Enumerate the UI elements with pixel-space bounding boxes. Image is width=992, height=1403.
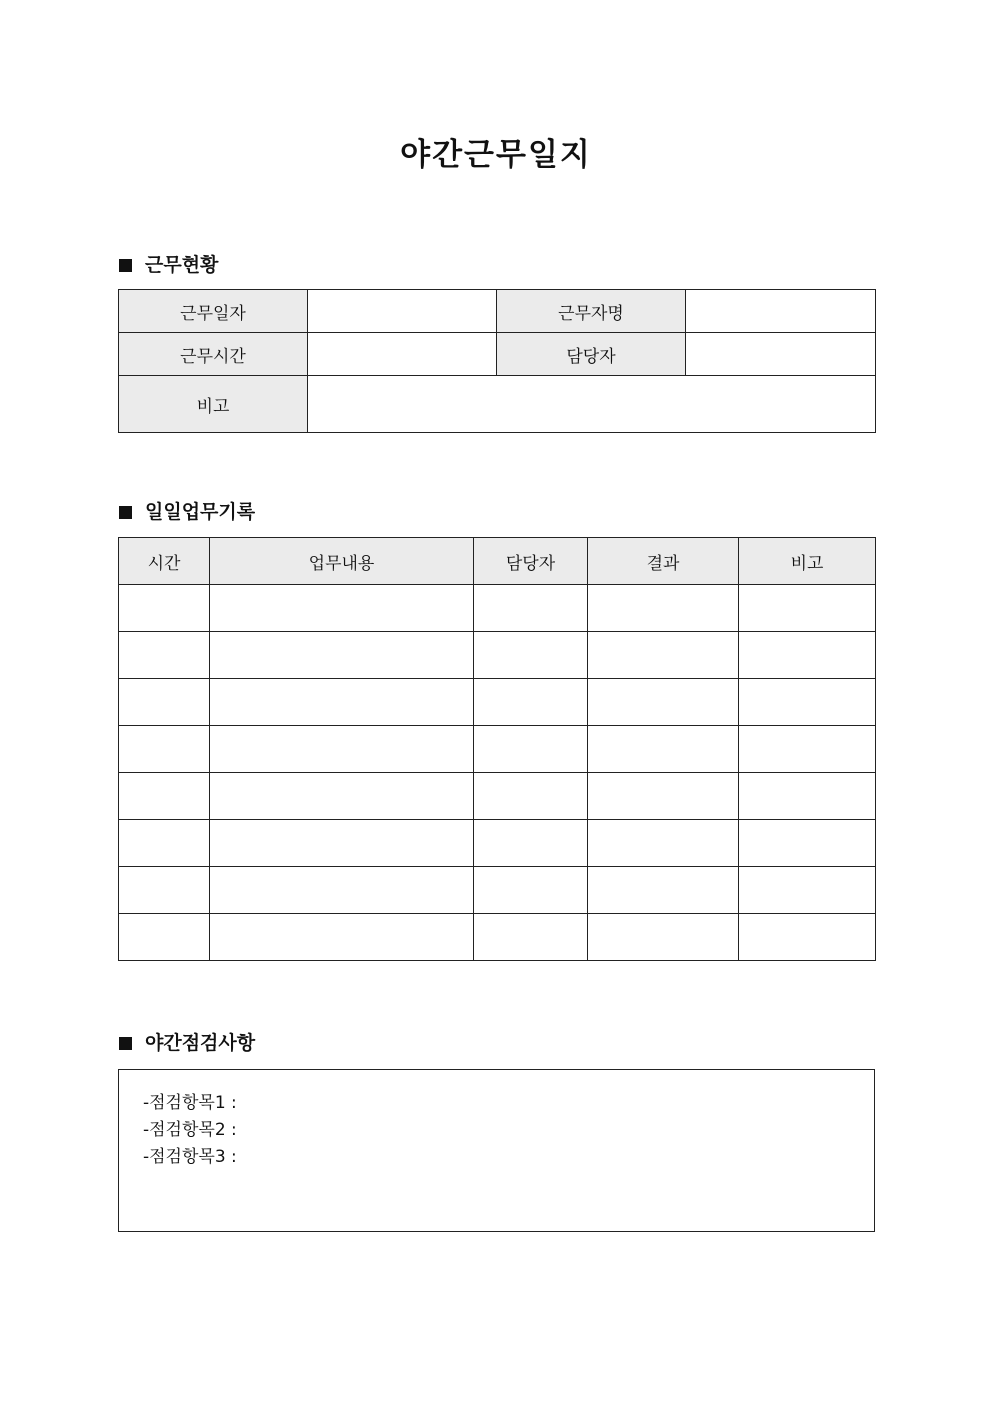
table-row [119,679,876,726]
column-header-result: 결과 [588,538,739,585]
table-row [119,820,876,867]
section-heading-label: 근무현황 [145,254,219,276]
section-heading-work-status [119,253,218,277]
table-cell[interactable] [474,773,588,820]
table-row [119,376,876,433]
table-cell[interactable] [739,914,876,961]
daily-work-log-table [118,537,876,961]
remarks-field[interactable] [308,376,876,433]
table-cell[interactable] [588,820,739,867]
work-status-table [118,289,876,433]
table-cell[interactable] [210,867,474,914]
table-cell[interactable] [119,679,210,726]
table-cell[interactable] [119,867,210,914]
table-cell[interactable] [210,773,474,820]
table-cell[interactable] [474,820,588,867]
table-cell[interactable] [474,867,588,914]
table-cell[interactable] [739,867,876,914]
column-header-assignee: 담당자 [474,538,588,585]
table-cell[interactable] [119,914,210,961]
remarks-label: 비고 [119,376,308,433]
table-row [119,290,876,333]
table-row [119,914,876,961]
work-date-label: 근무일자 [119,290,308,333]
work-time-label: 근무시간 [119,333,308,376]
table-cell[interactable] [588,585,739,632]
table-cell[interactable] [588,632,739,679]
column-header-remarks: 비고 [739,538,876,585]
table-cell[interactable] [739,585,876,632]
square-bullet-icon [119,506,132,519]
table-cell[interactable] [210,585,474,632]
table-row [119,632,876,679]
table-cell[interactable] [739,726,876,773]
table-row [119,867,876,914]
worker-name-label: 근무자명 [497,290,686,333]
table-cell[interactable] [119,773,210,820]
column-header-time: 시간 [119,538,210,585]
section-heading-night-inspection [119,1031,255,1055]
inspection-items-box[interactable] [118,1069,875,1232]
table-cell[interactable] [119,726,210,773]
table-cell[interactable] [210,820,474,867]
person-in-charge-field[interactable] [686,333,876,376]
table-cell[interactable] [474,585,588,632]
table-cell[interactable] [474,914,588,961]
table-cell[interactable] [119,632,210,679]
table-row [119,773,876,820]
table-cell[interactable] [210,914,474,961]
table-cell[interactable] [588,726,739,773]
table-cell[interactable] [739,820,876,867]
section-heading-daily-log [119,500,255,524]
square-bullet-icon [119,1037,132,1050]
inspection-item-1: -점검항목1 : [143,1093,237,1113]
table-cell[interactable] [119,820,210,867]
table-row [119,333,876,376]
table-cell[interactable] [474,679,588,726]
table-cell[interactable] [474,726,588,773]
table-cell[interactable] [588,914,739,961]
table-cell[interactable] [739,632,876,679]
work-date-field[interactable] [308,290,497,333]
table-row [119,585,876,632]
worker-name-field[interactable] [686,290,876,333]
person-in-charge-label: 담당자 [497,333,686,376]
table-cell[interactable] [210,726,474,773]
section-heading-label: 야간점검사항 [145,1032,256,1054]
document-title: 야간근무일지 [400,137,592,173]
work-time-field[interactable] [308,333,497,376]
table-cell[interactable] [588,867,739,914]
table-cell[interactable] [739,773,876,820]
table-cell[interactable] [119,585,210,632]
inspection-item-2: -점검항목2 : [143,1120,237,1140]
table-cell[interactable] [588,773,739,820]
table-header-row [119,538,876,585]
table-cell[interactable] [210,679,474,726]
table-cell[interactable] [474,632,588,679]
table-cell[interactable] [739,679,876,726]
section-heading-label: 일일업무기록 [145,501,256,523]
table-cell[interactable] [588,679,739,726]
column-header-task: 업무내용 [210,538,474,585]
inspection-item-3: -점검항목3 : [143,1147,237,1167]
table-row [119,726,876,773]
table-cell[interactable] [210,632,474,679]
square-bullet-icon [119,259,132,272]
